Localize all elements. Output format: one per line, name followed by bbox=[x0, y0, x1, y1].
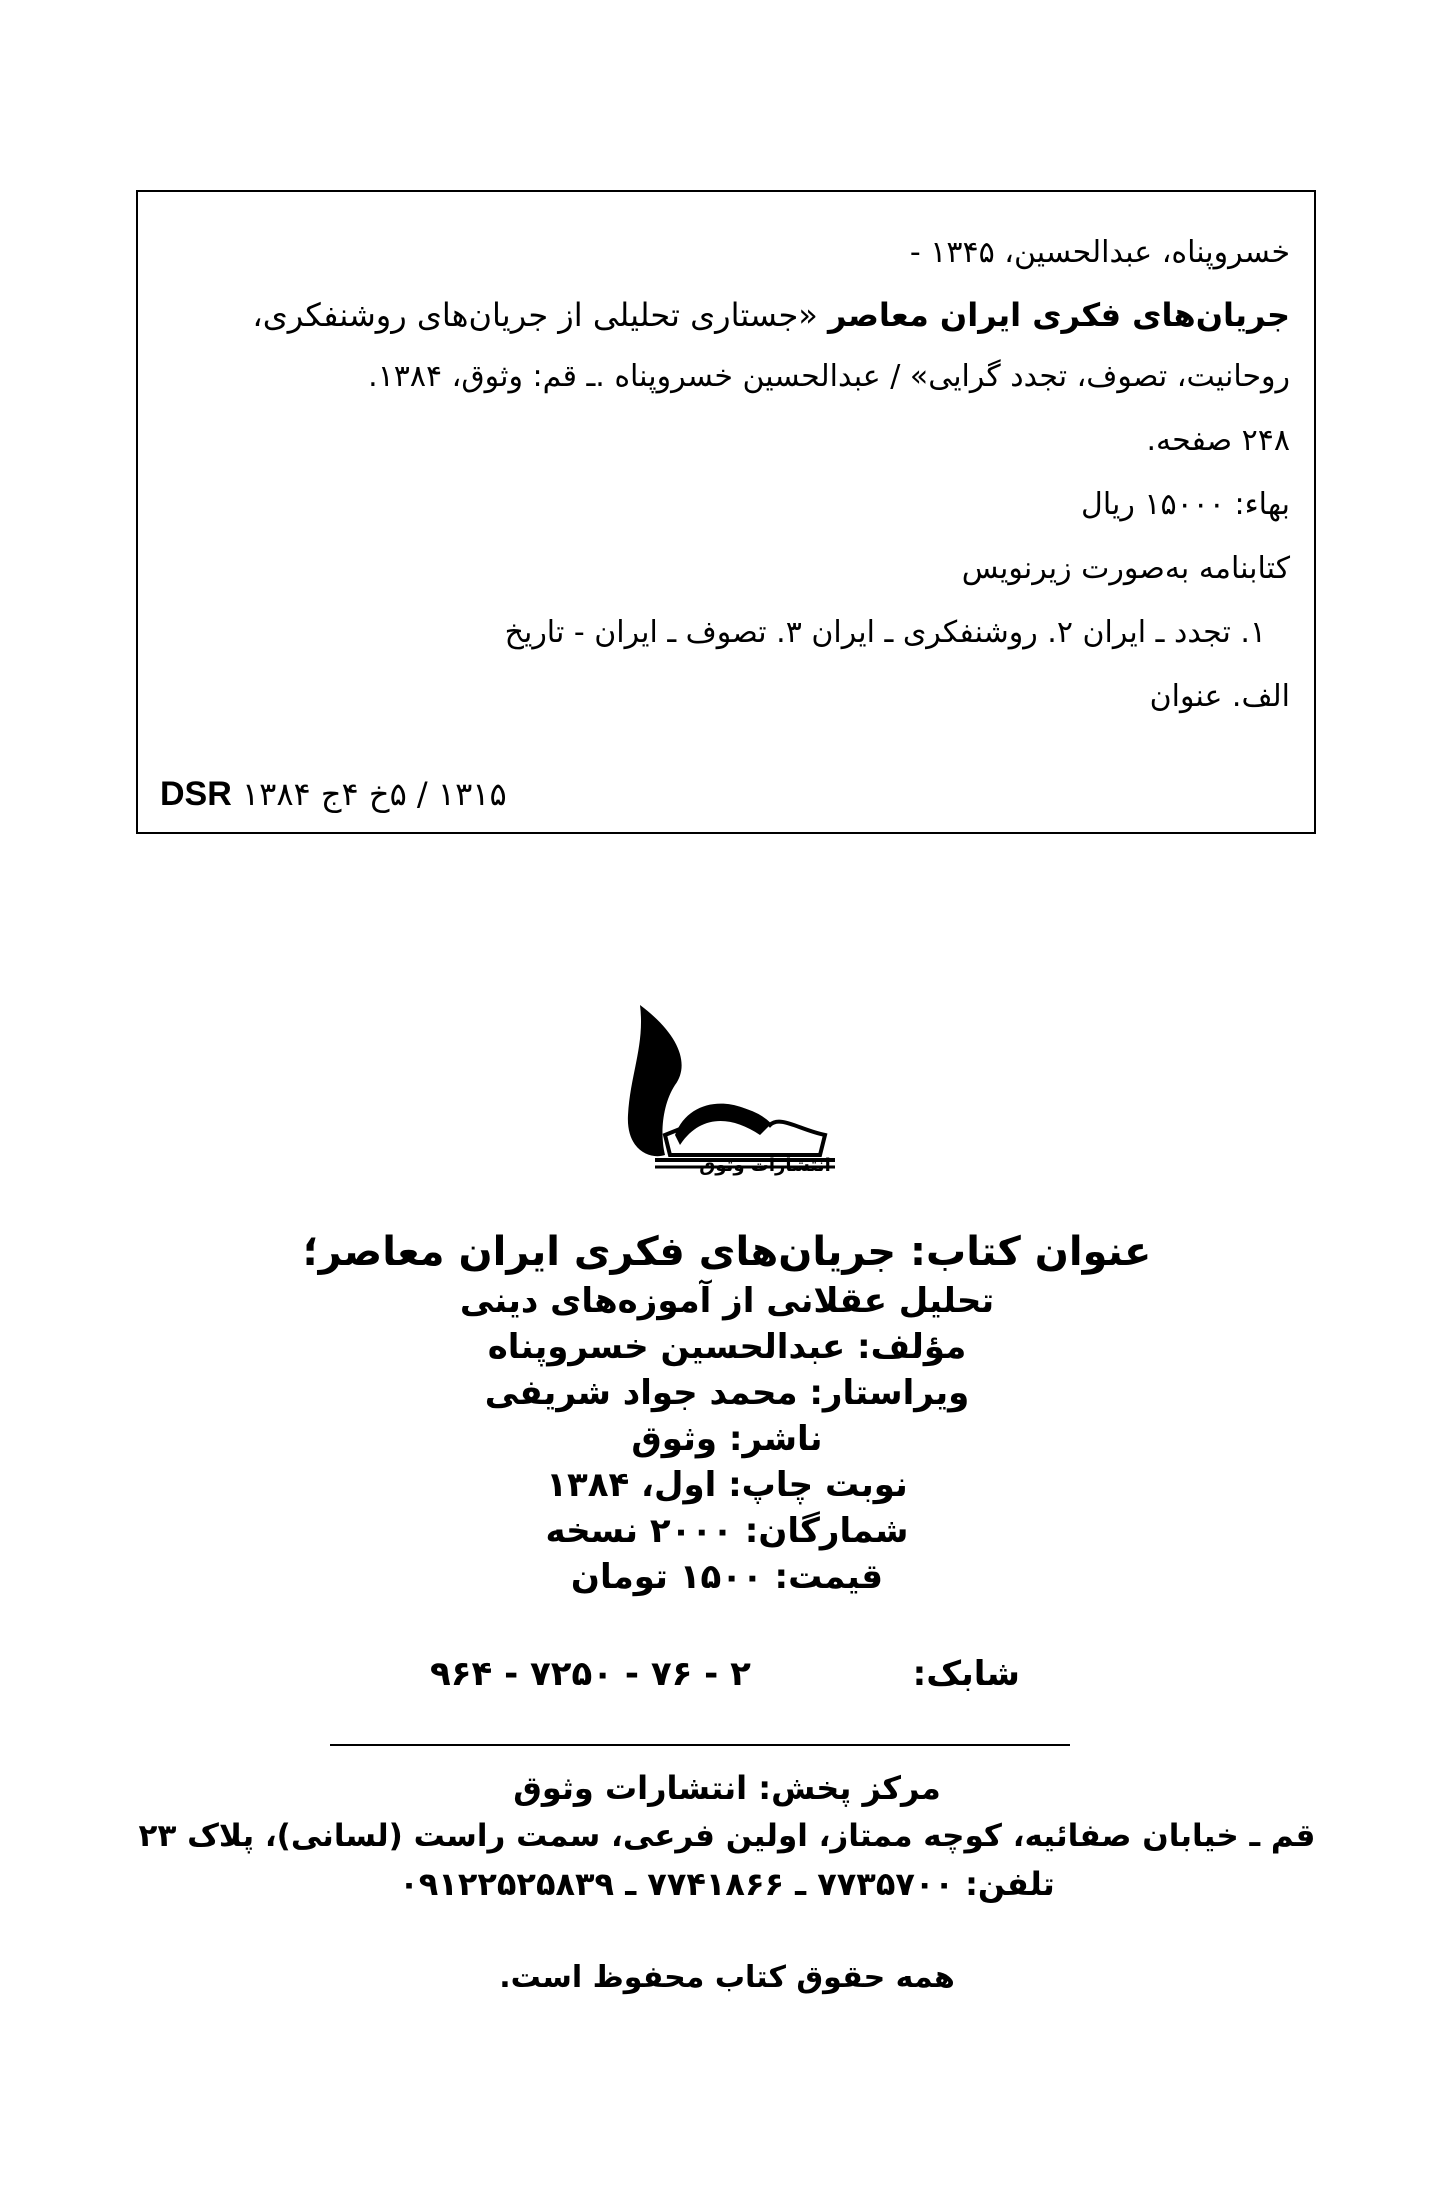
publisher-logo-text: انتشارات وثوق bbox=[699, 1155, 831, 1176]
cip-title-rest: «جستاری تحلیلی از جریان‌های روشنفکری، bbox=[252, 296, 829, 334]
classification-number: ۱۳۱۵ / ۵خ ۴ج ۱۳۸۴ bbox=[241, 775, 507, 813]
cip-subjects: ۱. تجدد ـ ایران ۲. روشنفکری ـ ایران ۳. تصوف ـ ایران - تاریخ bbox=[504, 615, 1266, 650]
cip-title-bold: جریان‌های فکری ایران معاصر bbox=[828, 296, 1290, 334]
dsr-label: DSR bbox=[160, 775, 232, 813]
cip-record-box bbox=[136, 190, 1316, 834]
isbn-row bbox=[400, 1654, 1020, 1700]
isbn-label: شابک: bbox=[912, 1654, 1020, 1694]
editor-credit: ویراستار: محمد جواد شریفی bbox=[484, 1373, 970, 1413]
copies-credit: شمارگان: ۲۰۰۰ نسخه bbox=[545, 1511, 909, 1551]
distribution-info bbox=[0, 1764, 1454, 1908]
book-title: عنوان کتاب: جریان‌های فکری ایران معاصر؛ bbox=[302, 1229, 1152, 1275]
cip-classification bbox=[160, 775, 507, 814]
cip-price: بهاء: ۱۵۰۰۰ ریال bbox=[1081, 487, 1290, 522]
edition-credit: نوبت چاپ: اول، ۱۳۸۴ bbox=[546, 1465, 908, 1505]
cip-publication-line: روحانیت، تصوف، تجدد گرایی» / عبدالحسین خسروپناه .ـ قم: وثوق، ۱۳۸۴. bbox=[368, 359, 1290, 394]
price-credit: قیمت: ۱۵۰۰ تومان bbox=[570, 1557, 884, 1597]
cip-bibliography: کتابنامه به‌صورت زیرنویس bbox=[961, 551, 1290, 586]
copyright-notice: همه حقوق کتاب محفوظ است. bbox=[499, 1960, 955, 1995]
cip-author-line: خسروپناه، عبدالحسین، ۱۳۴۵ - bbox=[909, 235, 1290, 270]
distribution-center: مرکز پخش: انتشارات وثوق bbox=[513, 1769, 941, 1807]
publisher-credit: ناشر: وثوق bbox=[631, 1419, 823, 1459]
author-credit: مؤلف: عبدالحسین خسروپناه bbox=[487, 1327, 967, 1367]
cip-pages: ۲۴۸ صفحه. bbox=[1146, 423, 1290, 458]
book-credits bbox=[0, 1226, 1454, 1600]
book-subtitle: تحلیل عقلانی از آموزه‌های دینی bbox=[459, 1281, 995, 1321]
distribution-phone: تلفن: ۷۷۳۵۷۰۰ ـ ۷۷۴۱۸۶۶ ـ ۰۹۱۲۲۵۲۵۸۳۹ bbox=[399, 1865, 1055, 1903]
isbn-value: ۹۶۴ - ۷۲۵۰ - ۷۶ - ۲ bbox=[430, 1654, 751, 1694]
cip-title-line bbox=[252, 294, 1290, 336]
divider-line bbox=[330, 1744, 1070, 1746]
cip-title-entry: الف. عنوان bbox=[1149, 679, 1290, 714]
distribution-address: قم ـ خیابان صفائیه، کوچه ممتاز، اولین فرعی، سمت راست (لسانی)، پلاک ۲۳ bbox=[138, 1818, 1316, 1854]
